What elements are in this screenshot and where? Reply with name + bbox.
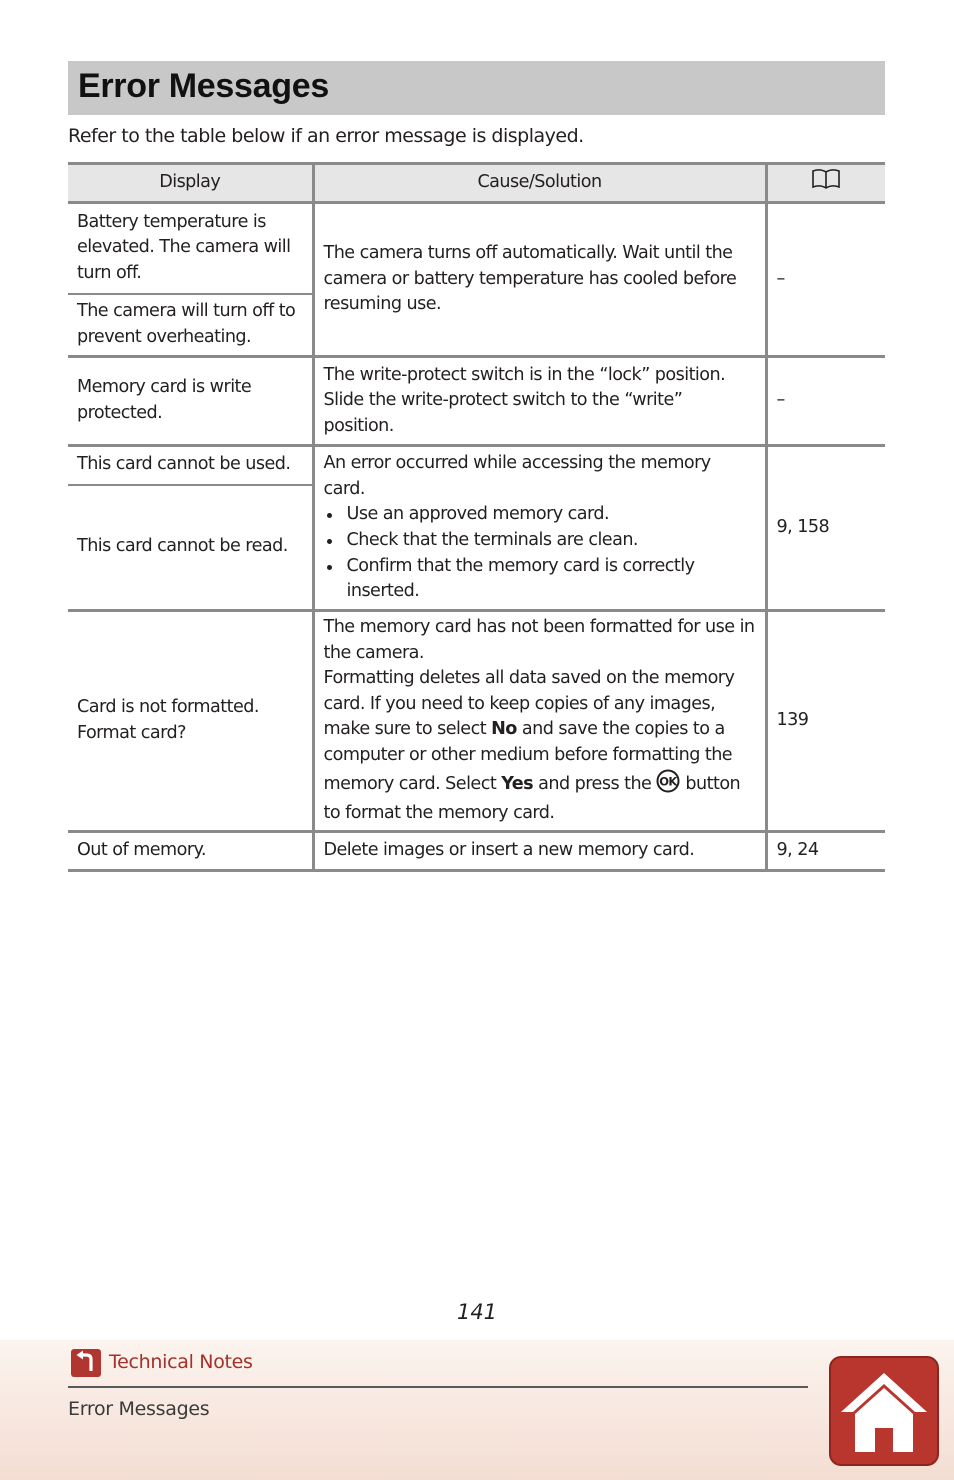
display-cell: Out of memory. <box>68 831 313 870</box>
display-cell: Memory card is write protected. <box>68 357 313 446</box>
display-cell: This card cannot be used. <box>68 446 313 485</box>
table-row <box>68 611 885 832</box>
ok-button-icon <box>656 769 680 802</box>
back-arrow-icon[interactable] <box>71 1349 101 1377</box>
cause-cell: Delete images or insert a new memory card. <box>313 831 766 870</box>
cause-text: and press the <box>533 773 657 794</box>
display-cell: Battery temperature is elevated. The camera will turn off. <box>68 203 313 294</box>
yes-option: Yes <box>501 773 534 794</box>
home-button[interactable] <box>829 1356 939 1466</box>
display-cell: Card is not formatted. Format card? <box>68 611 313 832</box>
cause-text: button to format the memory card. <box>323 773 741 824</box>
display-cell: This card cannot be read. <box>68 485 313 611</box>
header-reference <box>766 164 885 203</box>
technical-notes-link[interactable]: Technical Notes <box>109 1351 253 1373</box>
cause-intro: An error occurred while accessing the memory card. <box>323 453 711 499</box>
cause-cell <box>313 446 766 611</box>
cause-paragraph-1: The memory card has not been formatted for use in the camera. <box>323 617 755 663</box>
reference-cell: – <box>766 203 885 357</box>
cause-paragraph-2 <box>324 666 757 827</box>
reference-cell: 9, 24 <box>766 831 885 870</box>
cause-cell: The camera turns off automatically. Wait until the camera or battery temperature has cooled before resuming use. <box>313 203 766 357</box>
cause-bullet-list <box>324 502 757 604</box>
reference-cell: 9, 158 <box>766 446 885 611</box>
footer-divider <box>68 1386 808 1388</box>
intro-text: Refer to the table below if an error message is displayed. <box>68 125 584 147</box>
list-item: Use an approved memory card. <box>324 502 757 528</box>
table-row <box>68 831 885 870</box>
title-bar <box>68 61 885 115</box>
cause-text: Formatting deletes all data saved on the memory card. If you need to keep copies of any images, make sure to select <box>323 668 735 740</box>
header-display: Display <box>68 164 313 203</box>
table-row <box>68 203 885 294</box>
list-item: Check that the terminals are clean. <box>324 528 757 554</box>
header-cause-solution: Cause/Solution <box>313 164 766 203</box>
cause-text: and save the copies to a computer or other medium before formatting the memory card. Select <box>323 719 733 794</box>
display-cell: The camera will turn off to prevent overheating. <box>68 294 313 357</box>
home-icon <box>831 1358 937 1464</box>
page-number: 141 <box>456 1300 498 1324</box>
table-row <box>68 357 885 446</box>
footer-current-page: Error Messages <box>68 1398 210 1420</box>
page-title: Error Messages <box>78 67 329 105</box>
cause-cell: The write-protect switch is in the “lock” position. Slide the write-protect switch to the “write” position. <box>313 357 766 446</box>
list-item: Confirm that the memory card is correctly inserted. <box>324 554 757 605</box>
svg-text:OK: OK <box>659 774 678 789</box>
book-reference-icon <box>811 168 841 199</box>
reference-cell: 139 <box>766 611 885 832</box>
cause-cell <box>313 611 766 832</box>
reference-cell: – <box>766 357 885 446</box>
error-messages-table <box>68 162 885 872</box>
table-header-row <box>68 164 885 203</box>
no-option: No <box>491 719 517 740</box>
table-row <box>68 446 885 485</box>
